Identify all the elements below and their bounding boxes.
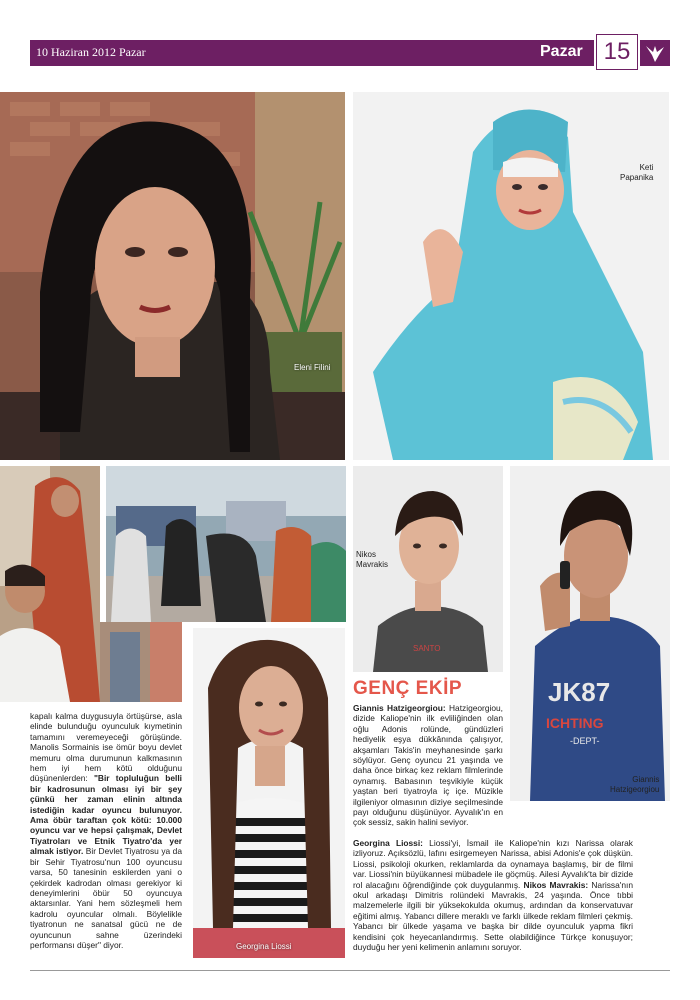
nikos-paragraph: Narissa'nın okul arkadaşı Dimitris rolündeki Mavrakis, 24 yaşında. Önce tıbbi malzemelerle ilgili bir yüksekokulda okumuş, ardından da konservatuvar eğitimi almış. Yabancı dillere meraklı ve farklı ülkede reklam filmleri çekmiş. Yabancı bir ülkede yaşama ve başka bir dilde oyunculuk yapma fikri kendisini çok heyecanlandırmış. Sette olabildiğince Türkçe konuşuyor; duyduğu her yeni kelimenin anlamını soruyor. bbox=[353, 879, 633, 953]
caption-keti bbox=[620, 163, 653, 183]
left-paragraph-2: Bir Devlet Tiyatrosu ya da bir Sehir Tiyatrosu'nun 100 oyuncusu varsa, 50 tanesinin eskilerden yani o çekirdek kadrodan olması gerekiyor ki deneyimlerini öbür 50 oyuncuya aktarsınlar. Yani hem sözleşmeli hem kadrolu oyuncular olmalı. Böylelikle tiyatronun ne sanatsal gücü ne de oyuncunun sahne üzerindeki performansı düşer" diyor. bbox=[30, 846, 182, 950]
photo-scene-man bbox=[0, 466, 100, 702]
svg-text:-DEPT-: -DEPT- bbox=[570, 736, 600, 746]
caption-nikos bbox=[356, 550, 388, 570]
caption-keti-line2: Papanika bbox=[620, 173, 654, 182]
bird-logo-icon bbox=[644, 43, 666, 63]
left-column-text bbox=[30, 711, 182, 950]
caption-giannis-line2: Hatzigeorgiou bbox=[610, 785, 660, 794]
caption-giannis-line1: Giannis bbox=[632, 775, 660, 784]
caption-georgina: Georgina Liossi bbox=[236, 942, 292, 951]
left-paragraph-1: kapalı kalma duygusuyla örtüşürse, asla elinde bulunduğu oyunculuk kıymetinin tamamını veremeyeceği görüşünde. Manolis Sormainis ise ömür boyu devlet memuru olma durumunun kalkmasının hem iyi hem kötü olduğunu düşünenlerden: bbox=[30, 711, 182, 784]
caption-eleni: Eleni Filini bbox=[294, 363, 331, 372]
genc-ekip-giannis-text bbox=[353, 703, 503, 828]
georgina-name: Georgina Liossi: bbox=[353, 838, 430, 848]
section-name: Pazar bbox=[540, 43, 583, 60]
page-number: 15 bbox=[596, 34, 638, 70]
bottom-rule bbox=[30, 970, 670, 971]
left-quote-bold: "Bir topluluğun belli bir kadrosunun olması iyi bir şey çünkü her zaman elinin altında istediğin kadar oyuncu bulunuyor. Ama öbür taraftan çok kötü: 10.000 oyuncu var ve hepsi çalışmak, Devlet Tiyatroları ve Etnik Tiyatro'da yer almak istiyor. bbox=[30, 773, 182, 857]
photo-scene-crew bbox=[106, 466, 346, 622]
caption-keti-line1: Keti bbox=[639, 163, 654, 172]
giannis-paragraph: Hatzigeorgiou, dizide Kaliope'nin ilk evliliğinden olan oğlu Adonis rolünde, gündüzleri hediyelik eşya dükkânında çalışıyor, akşamları Takis'in meyhanesinde şarkı söylüyor. Genç oyuncu 21 yaşında ve daha önce birkaç kez reklam filmlerinde oynamış. Babasının teşvikiyle küçük yaştan beri tiyatroyla iç içe. Müzikle ilgileniyor olmasının diziye seçilmesinde payı olduğunu düşünüyor. Ayvalık'ın en çok sessiz, sakin halini seviyor. bbox=[353, 703, 503, 828]
georgina-paragraph: Liossi'yi, İsmail ile Kaliope'nin kızı Narissa olarak izliyoruz. Açıksözlü, lafını esirgemeyen Narissa, abisi Adonis'e çok düşkün. Liossi, psikoloji okurken, reklamlarda da oynamaya başlamış, bir de filmi var. Liossi'nin büyükannesi mübadele ile göçmüş. Ailesi Ayvalık'ta bir dizide rol alacağını öğrendiğinde çok duygulanmış. bbox=[353, 838, 633, 890]
photo-keti-papanika bbox=[353, 92, 669, 460]
section-title-genc-ekip: GENÇ EKİP bbox=[353, 678, 463, 699]
photo-giannis-hatzigeorgiou bbox=[510, 466, 670, 801]
giannis-name: Giannis Hatzigeorgiou: bbox=[353, 703, 449, 713]
caption-nikos-line2: Mavrakis bbox=[356, 560, 389, 569]
caption-giannis bbox=[610, 775, 659, 795]
header-date: 10 Haziran 2012 Pazar bbox=[36, 45, 146, 59]
svg-text:JK87: JK87 bbox=[548, 677, 611, 707]
newspaper-logo bbox=[640, 40, 670, 66]
genc-ekip-wide-text bbox=[353, 838, 633, 952]
photo-scene-extra bbox=[100, 622, 182, 702]
svg-text:ICHTING: ICHTING bbox=[546, 715, 604, 731]
nikos-name: Nikos Mavrakis: bbox=[523, 879, 592, 890]
photo-georgina-liossi bbox=[193, 628, 345, 958]
svg-text:SANTO: SANTO bbox=[413, 644, 441, 653]
photo-eleni-filini bbox=[0, 92, 345, 460]
caption-nikos-line1: Nikos bbox=[356, 550, 377, 559]
